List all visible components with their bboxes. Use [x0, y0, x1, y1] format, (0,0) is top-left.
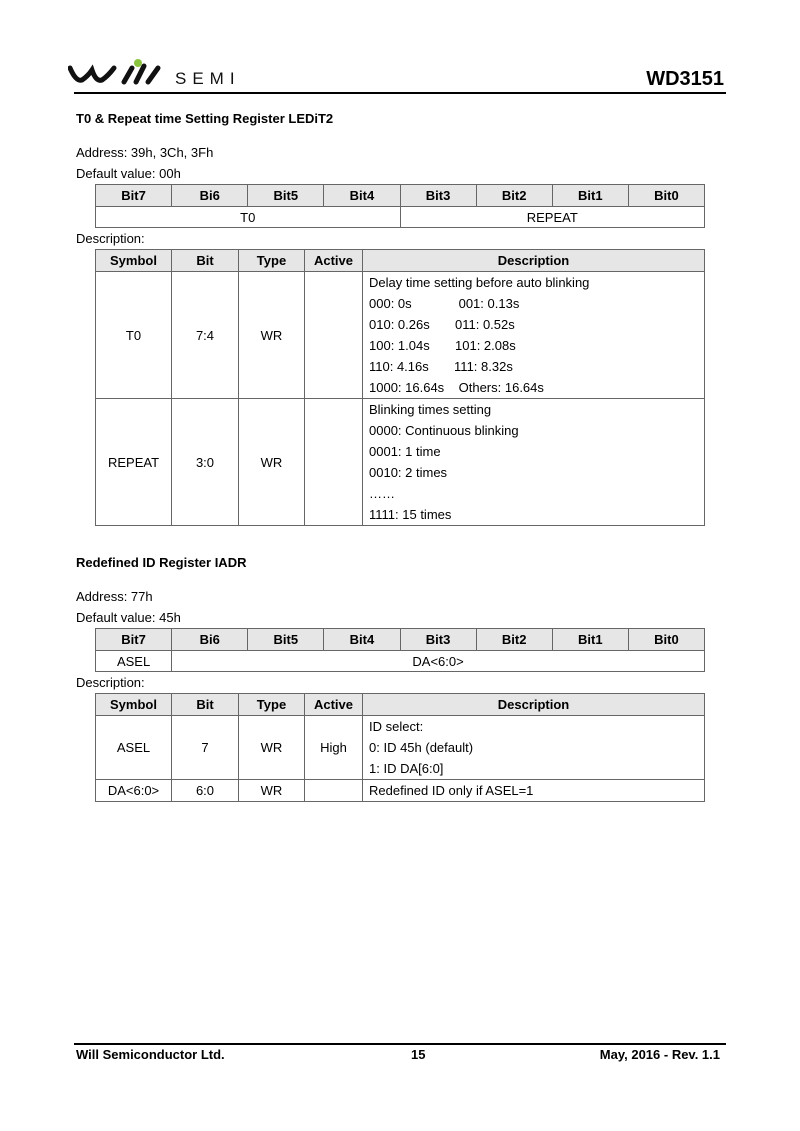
section-title: T0 & Repeat time Setting Register LEDiT2	[76, 111, 334, 126]
symbol-cell: ASEL	[96, 716, 172, 780]
column-header: Bit	[172, 250, 239, 272]
description-label: Description:	[76, 675, 145, 690]
bit-header: Bit0	[628, 629, 704, 651]
description-label: Description:	[76, 231, 145, 246]
description-line: 000: 0s 001: 0.13s	[369, 296, 520, 311]
bit-header: Bi6	[172, 629, 248, 651]
active-cell	[305, 780, 363, 802]
column-header: Symbol	[96, 250, 172, 272]
description-table	[95, 249, 705, 526]
bit-header: Bit7	[96, 185, 172, 207]
bit-header: Bit4	[324, 185, 400, 207]
symbol-cell: DA<6:0>	[96, 780, 172, 802]
column-header: Active	[305, 250, 363, 272]
description-table	[95, 693, 705, 802]
document-id: WD3151	[646, 68, 724, 90]
register-address: Address: 77h	[76, 589, 153, 604]
description-line: ID select:	[369, 719, 424, 734]
section-title: Redefined ID Register IADR	[76, 555, 247, 570]
description-line: 110: 4.16s 111: 8.32s	[369, 359, 513, 374]
type-cell: WR	[239, 716, 305, 780]
bit-header: Bit5	[248, 629, 324, 651]
field-cell: REPEAT	[400, 207, 705, 228]
description-cell	[363, 780, 705, 802]
footer-rule	[74, 1043, 726, 1045]
field-cell: DA<6:0>	[172, 651, 705, 672]
footer-date-revision: May, 2016 - Rev. 1.1	[599, 1047, 720, 1062]
company-logo	[68, 58, 258, 95]
bit-header: Bit1	[552, 185, 628, 207]
type-cell: WR	[239, 272, 305, 399]
bit-header: Bit4	[324, 629, 400, 651]
bit-map-table	[95, 184, 705, 228]
description-line: 0: ID 45h (default)	[369, 740, 474, 755]
section-ledit2	[76, 111, 706, 526]
logo-green-dot	[134, 59, 142, 67]
table-row	[96, 716, 705, 780]
description-line: 1: ID DA[6:0]	[369, 761, 444, 776]
description-line: 0000: Continuous blinking	[369, 423, 519, 438]
bit-cell: 7:4	[172, 272, 239, 399]
field-cell: T0	[96, 207, 401, 228]
bit-cell: 7	[172, 716, 239, 780]
bit-header: Bi6	[172, 185, 248, 207]
bit-header: Bit2	[476, 185, 552, 207]
description-line: 1000: 16.64s Others: 16.64s	[369, 380, 544, 395]
will-semi-logo-mark	[68, 58, 258, 90]
column-header: Active	[305, 694, 363, 716]
description-cell	[363, 272, 705, 399]
column-header: Bit	[172, 694, 239, 716]
section-iadr	[76, 555, 706, 802]
bit-cell: 3:0	[172, 399, 239, 526]
bit-cell: 6:0	[172, 780, 239, 802]
logo-text: SEMI	[175, 69, 241, 88]
type-cell: WR	[239, 399, 305, 526]
description-line: Blinking times setting	[369, 402, 492, 417]
page-number: 15	[411, 1047, 426, 1062]
description-line: 1111: 15 times	[369, 507, 452, 522]
description-line: Delay time setting before auto blinking	[369, 275, 590, 290]
type-cell: WR	[239, 780, 305, 802]
register-address: Address: 39h, 3Ch, 3Fh	[76, 145, 214, 160]
description-cell	[363, 716, 705, 780]
column-header: Type	[239, 694, 305, 716]
bit-header: Bit0	[628, 185, 704, 207]
table-row	[96, 780, 705, 802]
register-default: Default value: 00h	[76, 166, 181, 181]
description-line: 010: 0.26s 011: 0.52s	[369, 317, 515, 332]
header-rule	[74, 92, 726, 94]
table-row	[96, 399, 705, 526]
active-cell	[305, 272, 363, 399]
bit-header: Bit1	[552, 629, 628, 651]
description-line: 0001: 1 time	[369, 444, 441, 459]
description-line: 100: 1.04s 101: 2.08s	[369, 338, 516, 353]
bit-header: Bit2	[476, 629, 552, 651]
description-line: ……	[369, 486, 395, 501]
column-header: Symbol	[96, 694, 172, 716]
column-header: Type	[239, 250, 305, 272]
bit-header: Bit3	[400, 185, 476, 207]
active-cell: High	[305, 716, 363, 780]
bit-header: Bit5	[248, 185, 324, 207]
column-header: Description	[363, 250, 705, 272]
symbol-cell: REPEAT	[96, 399, 172, 526]
active-cell	[305, 399, 363, 526]
register-default: Default value: 45h	[76, 610, 181, 625]
description-line: 0010: 2 times	[369, 465, 448, 480]
description-line: Redefined ID only if ASEL=1	[369, 783, 534, 798]
column-header: Description	[363, 694, 705, 716]
bit-header: Bit3	[400, 629, 476, 651]
footer-company: Will Semiconductor Ltd.	[76, 1047, 225, 1062]
bit-map-table	[95, 628, 705, 672]
symbol-cell: T0	[96, 272, 172, 399]
description-cell	[363, 399, 705, 526]
bit-header: Bit7	[96, 629, 172, 651]
field-cell: ASEL	[96, 651, 172, 672]
table-row	[96, 272, 705, 399]
